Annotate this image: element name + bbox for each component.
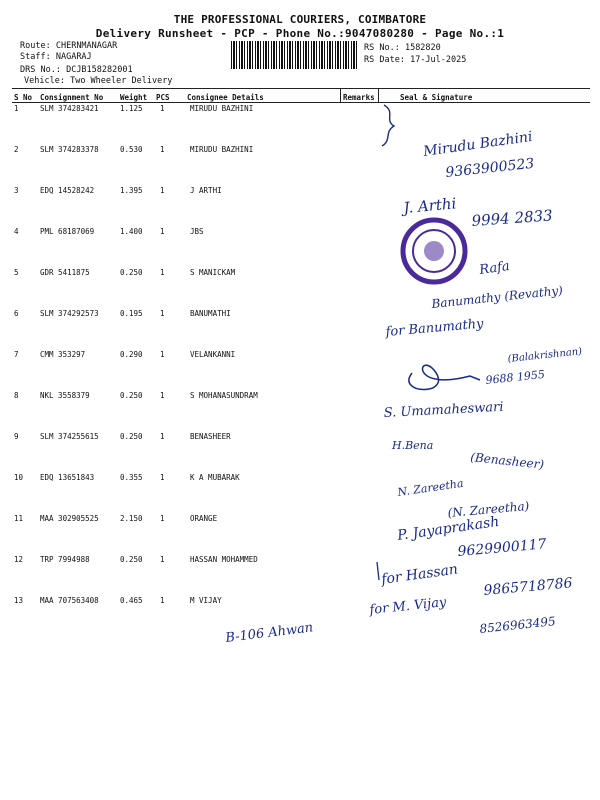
signature-text: J. Arthi [402, 194, 458, 217]
signature-text: H.Bena [392, 439, 434, 452]
rs-no-label: RS No.: [364, 43, 400, 53]
signature-text: P. Jayaprakash [396, 513, 501, 544]
cell-consignment-no: EDQ 14528242 [40, 186, 95, 195]
checkmark-row-12 [377, 562, 379, 580]
signature-text: Mirudu Bazhini [422, 128, 534, 160]
cell-consignee: VELANKANNI [190, 350, 236, 359]
signature-text: (Benasheer) [469, 450, 545, 472]
cell-pcs: 1 [160, 268, 165, 277]
cell-weight: 0.250 [120, 555, 143, 564]
cell-sno: 1 [14, 104, 19, 113]
signature-text: Banumathy (Revathy) [430, 283, 564, 311]
signature-text: 9865718786 [482, 575, 574, 599]
cell-weight: 0.250 [120, 268, 143, 277]
cell-weight: 1.125 [120, 104, 143, 113]
runsheet-title: Delivery Runsheet - PCP - Phone No.:9047080280 - Page No.:1 [95, 27, 505, 40]
col-sno: S No [14, 93, 33, 102]
cell-sno: 2 [14, 145, 19, 154]
cell-pcs: 1 [160, 227, 165, 236]
cell-sno: 12 [14, 555, 24, 564]
cell-sno: 10 [14, 473, 24, 482]
col-remarks: Remarks [343, 93, 375, 102]
cell-pcs: 1 [160, 555, 165, 564]
cell-consignment-no: EDQ 13651843 [40, 473, 95, 482]
signature-text: (Balakrishnan) [507, 346, 583, 365]
rs-date-label: RS Date: [364, 55, 405, 65]
cell-consignment-no: MAA 302905525 [40, 514, 99, 523]
cell-consignee: K A MUBARAK [190, 473, 240, 482]
cell-pcs: 1 [160, 432, 165, 441]
cell-sno: 11 [14, 514, 24, 523]
cell-consignment-no: GDR 5411875 [40, 268, 90, 277]
route-label: Route: [20, 41, 51, 51]
cell-weight: 0.355 [120, 473, 143, 482]
signature-text: S. Umamaheswari [383, 399, 504, 421]
cell-pcs: 1 [160, 145, 165, 154]
signature-text: Rafa [478, 258, 511, 278]
cell-weight: 0.290 [120, 350, 143, 359]
cell-pcs: 1 [160, 514, 165, 523]
brace-scribble [382, 105, 394, 146]
cell-sno: 7 [14, 350, 19, 359]
cell-sno: 8 [14, 391, 19, 400]
signature-text: for M. Vijay [368, 595, 448, 618]
cell-consignee: MIRUDU BAZHINI [190, 104, 254, 113]
col-weight: Weight [120, 93, 148, 102]
cell-consignee: M VIJAY [190, 596, 222, 605]
cell-weight: 0.465 [120, 596, 143, 605]
signature-text: N. Zareetha [396, 476, 465, 499]
cell-pcs: 1 [160, 596, 165, 605]
cell-consignee: HASSAN MOHAMMED [190, 555, 258, 564]
col-consignee: Consignee Details [187, 93, 264, 102]
cell-pcs: 1 [160, 350, 165, 359]
signature-text: for Banumathy [385, 316, 485, 340]
cell-consignee: BANUMATHI [190, 309, 231, 318]
cell-pcs: 1 [160, 186, 165, 195]
signature-text: (N. Zareetha) [447, 498, 530, 520]
cell-consignee: J ARTHI [190, 186, 222, 195]
staff-value: NAGARAJ [55, 52, 92, 62]
cell-consignee: ORANGE [190, 514, 218, 523]
cell-consignee: S MANICKAM [190, 268, 236, 277]
cell-consignee: MIRUDU BAZHINI [190, 145, 254, 154]
cell-weight: 0.195 [120, 309, 143, 318]
drs-value: DCJB158282001 [66, 65, 133, 75]
signature-text: 9994 2833 [471, 206, 554, 230]
cell-weight: 1.395 [120, 186, 143, 195]
cell-sno: 6 [14, 309, 19, 318]
signature-text: for Hassan [380, 561, 459, 588]
signature-text: 9688 1955 [484, 367, 546, 387]
cell-pcs: 1 [160, 104, 165, 113]
cell-consignment-no: MAA 707563408 [40, 596, 99, 605]
signature-scribble-row-7 [409, 365, 480, 389]
rs-date-value: 17-Jul-2025 [410, 55, 467, 65]
cell-weight: 0.250 [120, 391, 143, 400]
signature-text: 8526963495 [478, 614, 557, 636]
vehicle-label: Vehicle: [24, 76, 65, 86]
cell-weight: 1.400 [120, 227, 143, 236]
cell-sno: 3 [14, 186, 19, 195]
route-value: CHERNMANAGAR [55, 41, 118, 51]
delivery-stamp [403, 220, 465, 282]
cell-sno: 13 [14, 596, 24, 605]
cell-consignment-no: SLM 374283378 [40, 145, 99, 154]
cell-consignee: BENASHEER [190, 432, 231, 441]
col-seal-signature: Seal & Signature [400, 93, 473, 102]
col-consignment: Consignment No [40, 93, 104, 102]
col-pcs: PCS [156, 93, 170, 102]
drs-label: DRS No.: [20, 65, 61, 75]
company-title: THE PROFESSIONAL COURIERS, COIMBATORE [173, 13, 427, 26]
signature-text: B-106 Ahwan [224, 620, 314, 646]
cell-consignment-no: NKL 3558379 [40, 391, 90, 400]
cell-consignee: JBS [190, 227, 204, 236]
cell-pcs: 1 [160, 309, 165, 318]
cell-weight: 0.530 [120, 145, 143, 154]
cell-weight: 0.250 [120, 432, 143, 441]
cell-consignment-no: SLM 374255615 [40, 432, 99, 441]
cell-consignment-no: CMM 353297 [40, 350, 86, 359]
cell-consignment-no: SLM 374283421 [40, 104, 99, 113]
vehicle-value: Two Wheeler Delivery [70, 76, 173, 86]
cell-weight: 2.150 [120, 514, 143, 523]
signature-text: 9629900117 [456, 536, 548, 560]
signature-text: 9363900523 [444, 155, 536, 181]
cell-consignment-no: PML 68187069 [40, 227, 95, 236]
cell-consignment-no: SLM 374292573 [40, 309, 99, 318]
cell-consignment-no: TRP 7994988 [40, 555, 90, 564]
rs-no-value: 1582820 [404, 43, 441, 53]
cell-consignee: S MOHANASUNDRAM [190, 391, 258, 400]
cell-pcs: 1 [160, 391, 165, 400]
cell-sno: 4 [14, 227, 19, 236]
cell-sno: 9 [14, 432, 19, 441]
staff-label: Staff: [20, 52, 51, 62]
cell-sno: 5 [14, 268, 19, 277]
cell-pcs: 1 [160, 473, 165, 482]
